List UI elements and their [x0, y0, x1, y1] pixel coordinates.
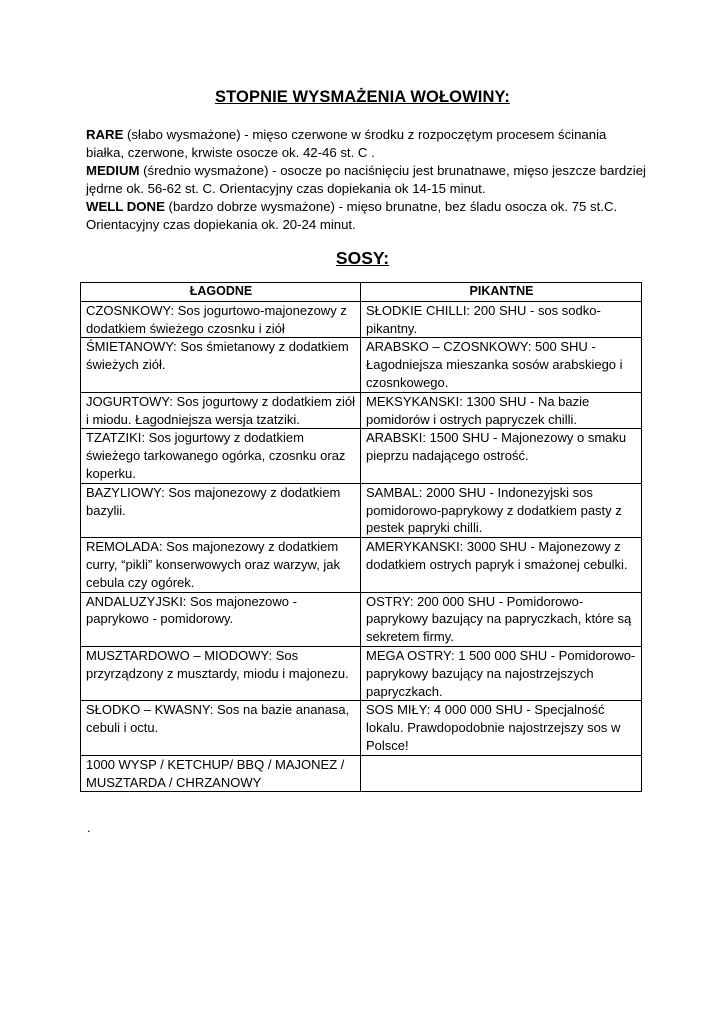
- mild-sauce-cell: ANDALUZYJSKI: Sos majonezowo - paprykowo - pomidorowy.: [81, 592, 361, 646]
- mild-sauce-cell: ŚMIETANOWY: Sos śmietanowy z dodatkiem świeżych ziół.: [81, 338, 361, 392]
- mild-sauce-cell: REMOLADA: Sos majonezowy z dodatkiem curry, “pikli” konserwowych oraz warzyw, jak cebula czy ogórek.: [81, 538, 361, 592]
- spicy-sauce-cell: ARABSKO – CZOSNKOWY: 500 SHU - Łagodniejsza mieszanka sosów arabskiego i czosnkowego.: [361, 338, 642, 392]
- table-row: [81, 338, 642, 392]
- doneness-term: WELL DONE: [86, 199, 165, 214]
- table-row: [81, 429, 642, 483]
- spicy-sauce-cell: ARABSKI: 1500 SHU - Majonezowy o smaku pieprzu nadającego ostrość.: [361, 429, 642, 483]
- spicy-sauce-cell: SOS MIŁY: 4 000 000 SHU - Specjalność lokalu. Prawdopodobnie najostrzejszy sos w Polsce!: [361, 701, 642, 755]
- spicy-sauce-cell: AMERYKANSKI: 3000 SHU - Majonezowy z dodatkiem ostrych papryk i smażonej cebulki.: [361, 538, 642, 592]
- spicy-sauce-cell: OSTRY: 200 000 SHU - Pomidorowo-paprykowy bazujący na papryczkach, które są sekretem firmy.: [361, 592, 642, 646]
- footer-mark: .: [87, 820, 91, 835]
- mild-sauce-cell: CZOSNKOWY: Sos jogurtowo-majonezowy z dodatkiem świeżego czosnku i ziół: [81, 301, 361, 338]
- mild-sauce-cell: SŁODKO – KWASNY: Sos na bazie ananasa, cebuli i octu.: [81, 701, 361, 755]
- spicy-sauce-cell: [361, 755, 642, 792]
- doneness-term: RARE: [86, 127, 124, 142]
- doneness-desc: (słabo wysmażone) - mięso czerwone w środku z rozpoczętym procesem ścinania białka, czerwone, krwiste osocze ok. 42-46 st. C .: [86, 127, 607, 160]
- mild-sauce-cell: BAZYLIOWY: Sos majonezowy z dodatkiem bazylii.: [81, 483, 361, 537]
- doneness-rare: [86, 126, 646, 162]
- table-row: [81, 392, 642, 429]
- spicy-sauce-cell: MEKSYKANSKI: 1300 SHU - Na bazie pomidorów i ostrych papryczek chilli.: [361, 392, 642, 429]
- doneness-well-done: [86, 198, 646, 234]
- sauces-table: [80, 282, 642, 792]
- doneness-term: MEDIUM: [86, 163, 140, 178]
- doneness-section: [86, 126, 646, 234]
- mild-sauce-cell: TZATZIKI: Sos jogurtowy z dodatkiem świeżego tarkowanego ogórka, czosnku oraz koperku.: [81, 429, 361, 483]
- spicy-sauce-cell: MEGA OSTRY: 1 500 000 SHU - Pomidorowo-paprykowy bazujący na najostrzejszych papryczkach.: [361, 646, 642, 700]
- doneness-desc: (bardzo dobrze wysmażone) - mięso brunatne, bez śladu osocza ok. 75 st.C. Orientacyjny czas dopiekania ok. 20-24 minut.: [86, 199, 618, 232]
- mild-sauce-cell: MUSZTARDOWO – MIODOWY: Sos przyrządzony z musztardy, miodu i majonezu.: [81, 646, 361, 700]
- table-row: [81, 538, 642, 592]
- doneness-medium: [86, 162, 646, 198]
- page-title: STOPNIE WYSMAŻENIA WOŁOWINY:: [215, 88, 510, 106]
- mild-sauce-cell: 1000 WYSP / KETCHUP/ BBQ / MAJONEZ / MUSZTARDA / CHRZANOWY: [81, 755, 361, 792]
- table-row: [81, 646, 642, 700]
- column-header-spicy: PIKANTNE: [361, 283, 642, 302]
- table-row: [81, 755, 642, 792]
- table-row: [81, 483, 642, 537]
- spicy-sauce-cell: SAMBAL: 2000 SHU - Indonezyjski sos pomidorowo-paprykowy z dodatkiem pasty z pestek papryki chilli.: [361, 483, 642, 537]
- sauces-title: SOSY:: [335, 248, 390, 268]
- column-header-mild: ŁAGODNE: [81, 283, 361, 302]
- spicy-sauce-cell: SŁODKIE CHILLI: 200 SHU - sos sodko-pikantny.: [361, 301, 642, 338]
- mild-sauce-cell: JOGURTOWY: Sos jogurtowy z dodatkiem ziół i miodu. Łagodniejsza wersja tzatziki.: [81, 392, 361, 429]
- table-row: [81, 301, 642, 338]
- table-row: [81, 592, 642, 646]
- table-row: [81, 701, 642, 755]
- table-header-row: [81, 283, 642, 302]
- doneness-desc: (średnio wysmażone) - osocze po naciśnięciu jest brunatnawe, mięso jeszcze bardziej jędrne ok. 56-62 st. C. Orientacyjny czas dopiekania ok 14-15 minut.: [86, 163, 646, 196]
